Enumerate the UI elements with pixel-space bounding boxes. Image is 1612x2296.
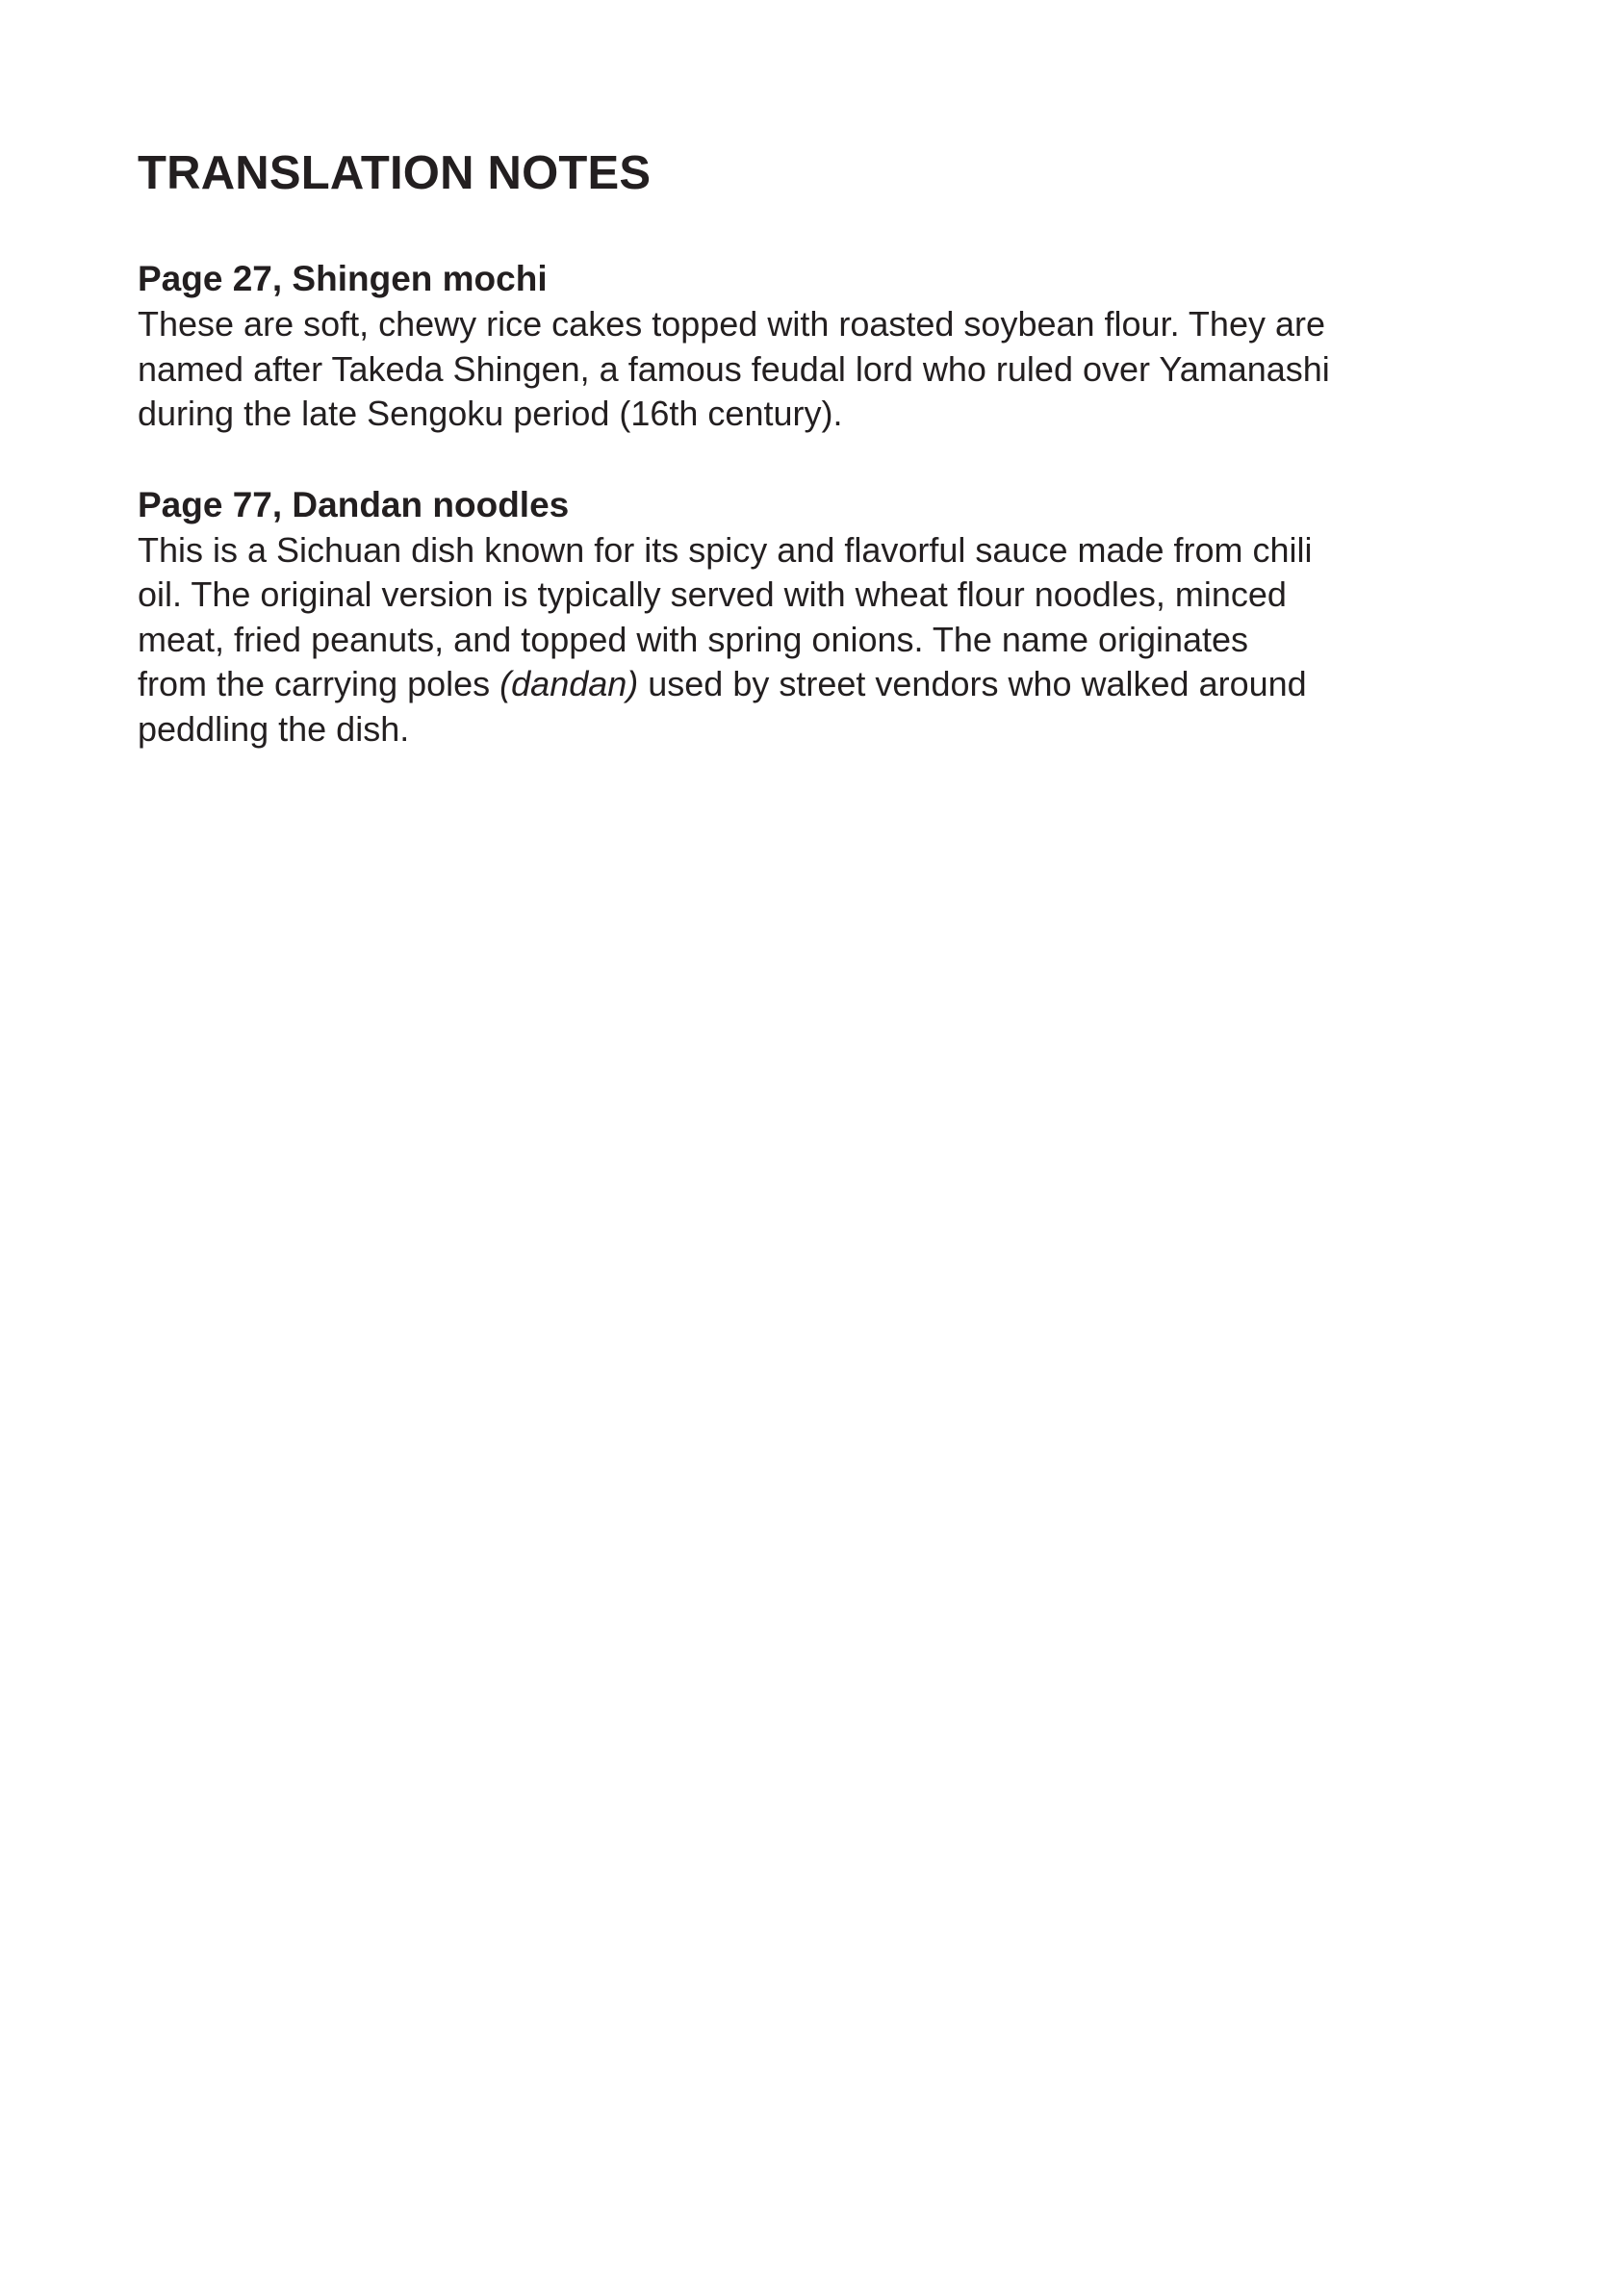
- note-body-line: meat, fried peanuts, and topped with spring onions. The name originates: [138, 619, 1249, 659]
- note-body-line: This is a Sichuan dish known for its spicy and flavorful sauce made from chili: [138, 529, 1313, 570]
- note-text: from the carrying poles: [138, 664, 500, 703]
- note-text: used by street vendors who walked around: [638, 664, 1307, 703]
- note-body-line: during the late Sengoku period (16th century).: [138, 394, 843, 433]
- note-body-line: oil. The original version is typically served with wheat flour noodles, minced: [138, 574, 1287, 614]
- translation-note-shingen-mochi: [138, 256, 1485, 437]
- note-body-line: [138, 664, 1307, 703]
- note-body: [138, 528, 1485, 753]
- italic-term: (dandan): [499, 664, 639, 703]
- note-heading: Page 77, Dandan noodles: [138, 484, 570, 524]
- note-body: [138, 302, 1485, 437]
- page-title: TRANSLATION NOTES: [138, 147, 652, 199]
- note-heading: Page 27, Shingen mochi: [138, 259, 548, 298]
- translation-note-dandan-noodles: [138, 482, 1485, 753]
- note-body-line: These are soft, chewy rice cakes topped with roasted soybean flour. They are: [138, 304, 1326, 344]
- note-body-line: named after Takeda Shingen, a famous feudal lord who ruled over Yamanashi: [138, 348, 1330, 389]
- note-body-line: peddling the dish.: [138, 708, 410, 749]
- page-content: [138, 140, 1485, 752]
